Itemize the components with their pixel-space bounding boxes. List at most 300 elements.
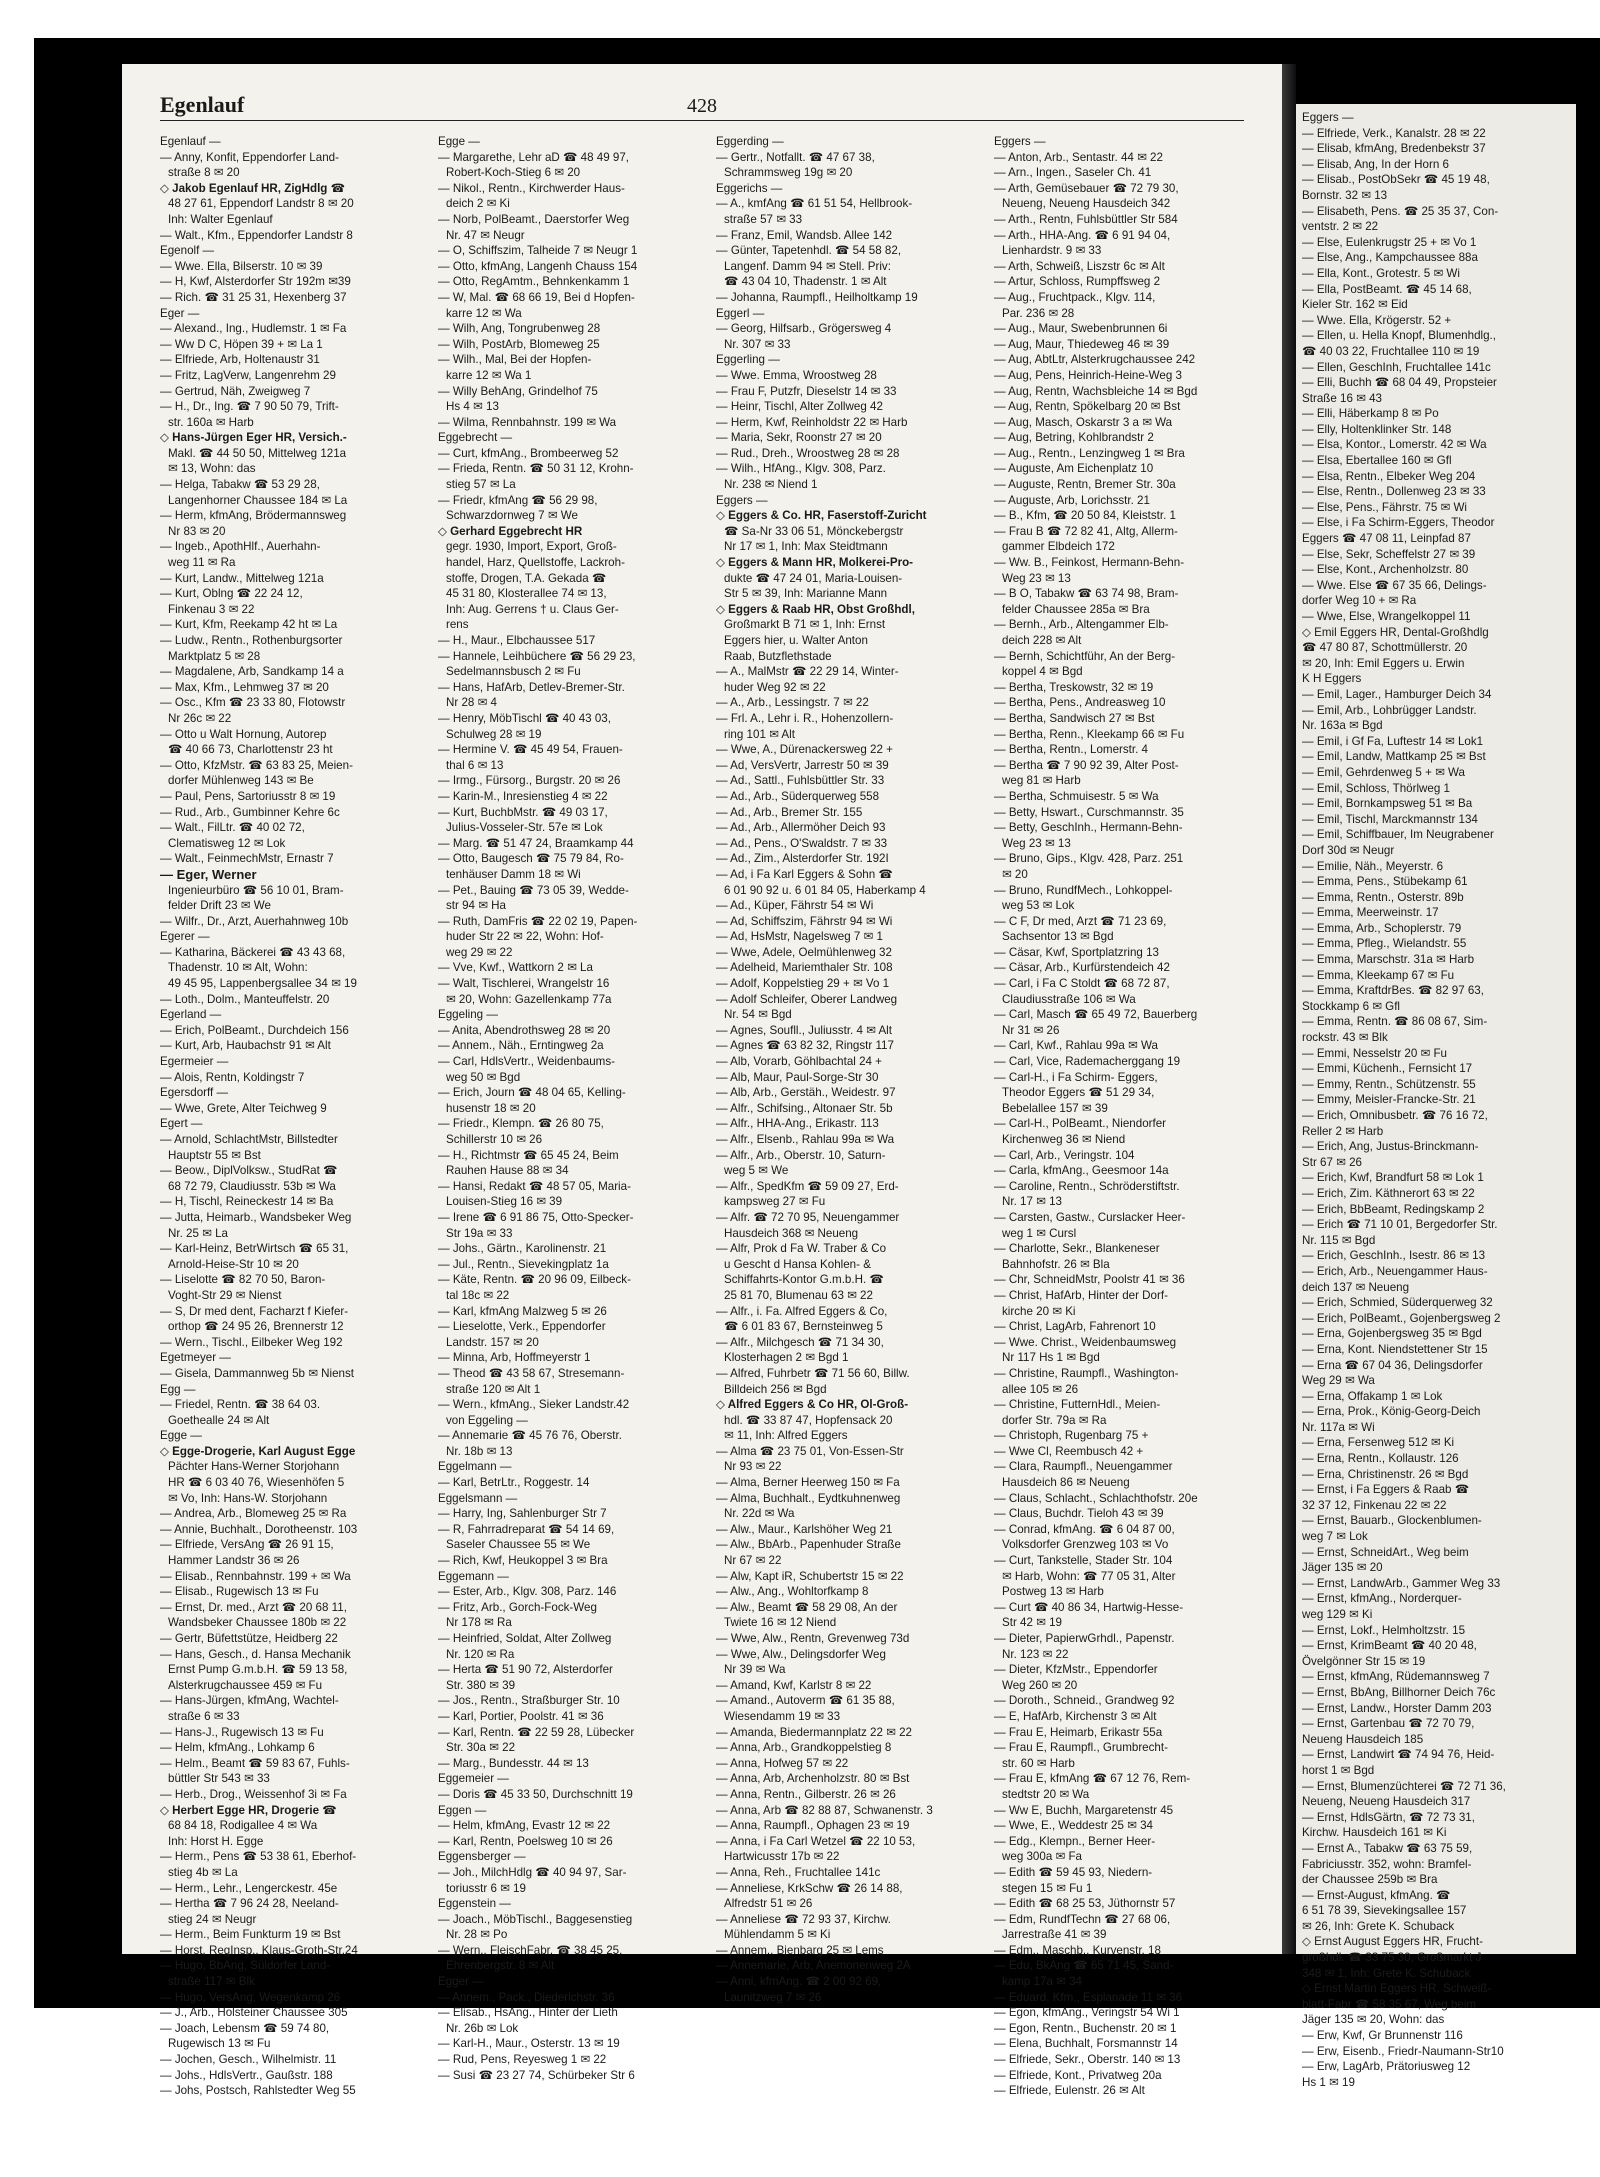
entry-continuation: Fabriciusstr. 352, wohn: Bramfel- xyxy=(1302,1857,1472,1871)
entry-continuation: HR ☎ 6 03 40 76, Wiesenhöfen 5 xyxy=(168,1476,345,1490)
surname-heading: Eggensberger — xyxy=(438,1850,526,1864)
running-header xyxy=(160,86,1244,121)
entry-continuation: straße 120 ✉ Alt 1 xyxy=(446,1382,541,1396)
directory-entry: — Alw., Maur., Karlshöher Weg 21 xyxy=(716,1522,893,1536)
directory-entry: — Dieter, KfzMstr., Eppendorfer xyxy=(994,1663,1158,1677)
entry-continuation: Kirchenweg 36 ✉ Niend xyxy=(1002,1133,1126,1146)
directory-entry: — Erich, GeschInh., Isestr. 86 ✉ 13 xyxy=(1302,1249,1486,1263)
entry-continuation: Neueng, Neueng Hausdeich 342 xyxy=(1002,197,1171,211)
entry-continuation: Str 19a ✉ 33 xyxy=(446,1226,513,1240)
entry-continuation: Julius-Vosseler-Str. 57e ✉ Lok xyxy=(446,821,603,835)
directory-entry: — Horst, RegInsp., Klaus-Groth-Str.24 xyxy=(160,1943,358,1957)
directory-entry: — Rich. ☎ 31 25 31, Hexenberg 37 xyxy=(160,290,347,304)
entry-continuation: weg 129 ✉ Ki xyxy=(1302,1608,1373,1621)
directory-entry: — Johanna, Raumpfl., Heilholtkamp 19 xyxy=(716,290,918,304)
entry-continuation: Nr. 115 ✉ Bgd xyxy=(1302,1233,1376,1247)
entry-continuation: Thadenstr. 10 ✉ Alt, Wohn: xyxy=(168,961,308,975)
entry-continuation: ☎ 6 01 83 67, Bernsteinweg 5 xyxy=(724,1320,883,1334)
entry-continuation: ✉ 20 xyxy=(1002,867,1028,881)
directory-entry: — Alb, Arb., Gerstäh., Weidestr. 97 xyxy=(716,1086,896,1100)
directory-entry: — B., Kfm, ☎ 20 50 84, Kleiststr. 1 xyxy=(994,509,1176,523)
surname-heading: Eggen — xyxy=(438,1803,487,1817)
entry-continuation: Claudiusstraße 106 ✉ Wa xyxy=(1002,992,1136,1006)
directory-entry: — Hans-Jürgen, kfmAng, Wachtel- xyxy=(160,1694,339,1708)
directory-entry: — Emma, Pens., Stübekamp 61 xyxy=(1302,875,1468,889)
directory-entry: — Wilh, Ang, Tongrubenweg 28 xyxy=(438,322,601,336)
directory-entry: — Claus, Schlacht., Schlachthofstr. 20e xyxy=(994,1491,1198,1505)
directory-entry: — Friedr., Klempn. ☎ 26 80 75, xyxy=(438,1117,604,1131)
entry-continuation: Nr. 25 ✉ La xyxy=(168,1226,228,1240)
entry-continuation: u Gescht d Hansa Kohlen- & xyxy=(724,1257,871,1271)
next-page-edge xyxy=(1296,104,1576,2089)
directory-entry: — Frau F, Putzfr, Dieselstr 14 ✉ 33 xyxy=(716,384,897,398)
entry-continuation: ring 101 ✉ Alt xyxy=(724,727,795,741)
surname-heading: Eggerding — xyxy=(716,135,784,148)
directory-entry: — Doris ☎ 45 33 50, Durchschnitt 19 xyxy=(438,1787,633,1801)
directory-entry: — Günter, Tapetenhdl. ☎ 54 58 82, xyxy=(716,244,902,258)
directory-entry: — Erich, Zim. Käthnerort 63 ✉ 22 xyxy=(1302,1186,1475,1200)
directory-entry: — Ernst, Dr. med., Arzt ☎ 20 68 11, xyxy=(160,1600,347,1614)
entry-continuation: Hs 4 ✉ 13 xyxy=(446,400,499,414)
entry-continuation: Str 42 ✉ 19 xyxy=(1002,1616,1062,1630)
directory-entry: — Amand., Autoverm ☎ 61 35 88, xyxy=(716,1694,895,1708)
directory-entry: — Andrea, Arb., Blomeweg 25 ✉ Ra xyxy=(160,1507,347,1521)
directory-entry: — Edith ☎ 59 45 93, Niedern- xyxy=(994,1865,1153,1879)
directory-entry: — Hansi, Redakt ☎ 48 57 05, Maria- xyxy=(438,1179,631,1193)
entry-continuation: Nr 17 ✉ 1, Inh: Max Steidtmann xyxy=(724,540,888,554)
directory-entry: — Anton, Arb., Sentastr. 44 ✉ 22 xyxy=(994,150,1163,164)
directory-entry: — Karl, BetrLtr., Roggestr. 14 xyxy=(438,1476,590,1490)
surname-heading: Egger — xyxy=(438,1975,484,1989)
directory-entry: — Alfr. ☎ 72 70 95, Neuengammer xyxy=(716,1210,900,1224)
entry-continuation: Bahnhofstr. 26 ✉ Bla xyxy=(1002,1257,1110,1271)
directory-entry: — Wwe, Else, Wrangelkoppel 11 xyxy=(1302,610,1471,623)
entry-continuation: weg 29 ✉ 22 xyxy=(446,945,513,959)
entry-continuation: huder Weg 92 ✉ 22 xyxy=(724,680,826,694)
directory-entry: — Arth., HHA-Ang. ☎ 6 91 94 04, xyxy=(994,228,1171,242)
entry-continuation: Sedelmannsbusch 2 ✉ Fu xyxy=(446,665,581,679)
entry-continuation: Nr. 307 ✉ 33 xyxy=(724,337,791,351)
entry-continuation: Großmarkt B 71 ✉ 1, Inh: Ernst xyxy=(724,618,886,632)
directory-entry: — Else, Rentn., Dollenweg 23 ✉ 33 xyxy=(1302,485,1486,499)
directory-entry: — Herm., Beim Funkturm 19 ✉ Bst xyxy=(160,1928,341,1942)
entry-continuation: Postweg 13 ✉ Harb xyxy=(1002,1585,1104,1599)
directory-entry: — Hugo, VersAng, Wegenkamp 26 xyxy=(160,1990,341,2004)
directory-entry: — Erich, Omnibusbetr. ☎ 76 16 72, xyxy=(1302,1109,1488,1122)
directory-entry: — Alfr., Elsenb., Rahlau 99a ✉ Wa xyxy=(716,1133,895,1146)
directory-entry: — Karl, Portier, Poolstr. 41 ✉ 36 xyxy=(438,1709,604,1723)
directory-entry: — Erna, Prok., König-Georg-Deich xyxy=(1302,1405,1481,1419)
entry-continuation: kampsweg 27 ✉ Fu xyxy=(724,1195,826,1209)
entry-continuation: Hauptstr 55 ✉ Bst xyxy=(168,1148,261,1162)
directory-entry: — Marg., Bundesstr. 44 ✉ 13 xyxy=(438,1756,589,1770)
directory-entry: — Herm., Lehr., Lengerckestr. 45e xyxy=(160,1881,338,1895)
entry-continuation: 45 31 80, Klosterallee 74 ✉ 13, xyxy=(446,587,607,601)
directory-entry: — Erich, Journ ☎ 48 04 65, Kelling- xyxy=(438,1086,626,1100)
directory-entry: — Arth, Schweiß, Liszstr 6c ✉ Alt xyxy=(994,259,1165,273)
directory-entry: — Rich, Kwf, Heukoppel 3 ✉ Bra xyxy=(438,1554,608,1568)
directory-entry: — Johs., Gärtn., Karolinenstr. 21 xyxy=(438,1242,607,1256)
directory-entry: — Amand, Kwf, Karlstr 8 ✉ 22 xyxy=(716,1678,872,1692)
directory-entry: — Alw., Ang., Wohltorfkamp 8 xyxy=(716,1585,869,1599)
directory-entry: ◇ Alfred Eggers & Co HR, Ol-Groß- xyxy=(716,1398,909,1412)
entry-continuation: orthop ☎ 24 95 26, Brennerstr 12 xyxy=(168,1320,344,1334)
directory-entry: — Paul, Pens, Sartoriusstr 8 ✉ 19 xyxy=(160,789,336,803)
directory-entry: — Anna, Arb., Grandkoppelstieg 8 xyxy=(716,1741,892,1755)
entry-continuation: weg 5 ✉ We xyxy=(724,1164,789,1178)
directory-entry: — Wwe. Else ☎ 67 35 66, Delings- xyxy=(1302,578,1487,592)
directory-entry: — Carsten, Gastw., Curslacker Heer- xyxy=(994,1210,1186,1224)
directory-entry: — Bertha, Sandwisch 27 ✉ Bst xyxy=(994,711,1155,725)
directory-entry: — Anna, Raumpfl., Ophagen 23 ✉ 19 xyxy=(716,1819,910,1833)
entry-continuation: tal 18c ✉ 22 xyxy=(446,1288,510,1302)
directory-entry: — Elena, Buchhalt, Forsmannstr 14 xyxy=(994,2037,1178,2051)
directory-entry: — Annem., Näh., Erntingweg 2a xyxy=(438,1039,604,1053)
entry-continuation: horst 1 ✉ Bgd xyxy=(1302,1763,1375,1777)
directory-entry: — Alma, Buchhalt., Eydtkuhnenweg xyxy=(716,1491,901,1505)
entry-continuation: Nr. 18b ✉ 13 xyxy=(446,1444,513,1458)
directory-page xyxy=(122,64,1282,2098)
surname-heading: Eggelsmann — xyxy=(438,1491,518,1505)
directory-entry: — Bertha, Pens., Andreasweg 10 xyxy=(994,696,1166,710)
entry-continuation: Louisen-Stieg 16 ✉ 39 xyxy=(446,1195,563,1209)
directory-entry: — Anna, Arb ☎ 82 88 87, Schwanenstr. 3 xyxy=(716,1803,933,1817)
directory-entry: — Alfr., Arb., Oberstr. 10, Saturn- xyxy=(716,1148,886,1162)
directory-entry: — Henry, MöbTischl ☎ 40 43 03, xyxy=(438,711,611,725)
directory-entry: — Helm, kfmAng., Lohkamp 6 xyxy=(160,1741,315,1755)
entry-continuation: ✉ 13, Wohn: das xyxy=(168,462,256,476)
directory-entry: ◇ Gerhard Eggebrecht HR xyxy=(438,524,583,538)
surname-heading: Eggers — xyxy=(994,135,1046,148)
directory-entry: — Wwe. Emma, Wroostweg 28 xyxy=(716,368,877,382)
entry-continuation: Nr 26c ✉ 22 xyxy=(168,711,232,725)
entry-continuation: Eggers ☎ 47 08 11, Leinpfad 87 xyxy=(1302,532,1471,546)
directory-entry: — Edm., Maschb., Kurvenstr. 18 xyxy=(994,1943,1161,1957)
directory-entry: ◇ Eggers & Mann HR, Molkerei-Pro- xyxy=(716,556,914,570)
entry-continuation: weg 11 ✉ Ra xyxy=(168,556,236,570)
directory-entry: — Johs, Postsch, Rahlstedter Weg 55 xyxy=(160,2084,356,2098)
directory-entry: — Annem., Pack., Diederichstr. 36 xyxy=(438,1990,615,2004)
entry-continuation: Jarrestraße 41 ✉ 39 xyxy=(1002,1928,1107,1942)
entry-continuation: Par. 236 ✉ 28 xyxy=(1002,306,1075,320)
directory-entry: — Alfred, Fuhrbetr ☎ 71 56 60, Billw. xyxy=(716,1366,910,1380)
entry-continuation: ✉ 20, Inh: Emil Eggers u. Erwin xyxy=(1302,656,1465,670)
directory-entry: — Ernst, Blumenzüchterei ☎ 72 71 36, xyxy=(1302,1779,1506,1793)
directory-entry: — Alma ☎ 23 75 01, Von-Essen-Str xyxy=(716,1444,904,1458)
directory-entry: — Wwe, Alw., Delingsdorfer Weg xyxy=(716,1647,886,1661)
directory-entry: — Christine, FutternHdl., Meien- xyxy=(994,1398,1161,1412)
directory-entry: — Emma, Rentn., Osterstr. 89b xyxy=(1302,890,1464,904)
directory-entry: — Alw., BbArb., Papenhuder Straße xyxy=(716,1538,901,1552)
directory-entry: — Otto, RegAmtm., Behnkenkamm 1 xyxy=(438,275,630,289)
directory-entry: — Else, Eulenkrugstr 25 + ✉ Vo 1 xyxy=(1302,235,1477,249)
directory-entry: — Karl, Rentn. ☎ 22 59 28, Lübecker xyxy=(438,1725,635,1739)
directory-entry: — Erich, BbBeamt, Redingskamp 2 xyxy=(1302,1202,1485,1216)
entry-continuation: 48 27 61, Eppendorf Landstr 8 ✉ 20 xyxy=(168,197,354,211)
directory-entry: — Helga, Tabakw ☎ 53 29 28, xyxy=(160,478,320,492)
directory-entry: — Bernh, Schichtführ, An der Berg- xyxy=(994,649,1176,663)
entry-continuation: Nr. 26b ✉ Lok xyxy=(446,2021,519,2035)
entry-continuation: Weg 29 ✉ Wa xyxy=(1302,1374,1375,1388)
entry-continuation: ✉ 26, Inh: Grete K. Schuback xyxy=(1302,1919,1455,1933)
directory-entry: — Frieda, Rentn. ☎ 50 31 12, Krohn- xyxy=(438,462,634,476)
directory-entry: — Elfriede, Verk., Kanalstr. 28 ✉ 22 xyxy=(1302,126,1486,140)
entry-continuation: Launitzweg 7 ✉ 26 xyxy=(724,1990,822,2004)
directory-entry: — Franz, Emil, Wandsb. Allee 142 xyxy=(716,228,893,242)
directory-entry: — Herb., Drog., Weissenhof 3i ✉ Fa xyxy=(160,1787,347,1801)
directory-entry: — Ad., Sattl., Fuhlsbüttler Str. 33 xyxy=(716,774,885,788)
entry-continuation: Rauhen Hause 88 ✉ 34 xyxy=(446,1164,569,1178)
directory-entry: — Elli, Häberkamp 8 ✉ Po xyxy=(1302,407,1439,421)
directory-entry: — Susi ☎ 23 27 74, Schürbeker Str 6 xyxy=(438,2068,635,2082)
directory-entry: — Bruno, Gips., Klgv. 428, Parz. 251 xyxy=(994,852,1184,866)
directory-entry: — Emma, Kleekamp 67 ✉ Fu xyxy=(1302,968,1455,982)
directory-entry: — Arnold, SchlachtMstr, Billstedter xyxy=(160,1133,338,1146)
directory-entry: — Gertrud, Näh, Zweigweg 7 xyxy=(160,384,311,398)
entry-continuation: Pächter Hans-Werner Storjohann xyxy=(168,1460,340,1474)
directory-entry: — Rud., Dreh., Wroostweg 28 ✉ 28 xyxy=(716,446,900,460)
page-number: 428 xyxy=(687,95,717,117)
directory-entry: — Aug, Rentn, Spökelbarg 20 ✉ Bst xyxy=(994,400,1181,414)
surname-heading: Eggebrecht — xyxy=(438,431,513,445)
directory-entry: — Elfriede, Sekr., Oberstr. 140 ✉ 13 xyxy=(994,2053,1181,2067)
entry-continuation: Langenf. Damm 94 ✉ Stell. Priv: xyxy=(724,259,891,273)
entry-continuation: str. 60 ✉ Harb xyxy=(1002,1756,1075,1770)
entry-continuation: Wandsbeker Chaussee 180b ✉ 22 xyxy=(168,1616,347,1630)
directory-entry: — Else, Ang., Kampchaussee 88a xyxy=(1302,251,1478,265)
entry-continuation: ☎ 47 80 87, Schottmüllerstr. 20 xyxy=(1302,641,1468,655)
entry-continuation: weg 81 ✉ Harb xyxy=(1002,774,1081,788)
directory-entry: — Kurt, Arb, Haubachstr 91 ✉ Alt xyxy=(160,1039,331,1053)
entry-continuation: Weg 23 ✉ 13 xyxy=(1002,571,1071,585)
entry-continuation: kamp 17a ✉ 34 xyxy=(1002,1975,1082,1989)
directory-entry: ◇ Emil Eggers HR, Dental-Großhdlg xyxy=(1302,625,1489,639)
directory-entry: — Alma, Berner Heerweg 150 ✉ Fa xyxy=(716,1476,900,1490)
directory-entry: — Erich, PolBeamt., Gojenbergsweg 2 xyxy=(1302,1311,1501,1325)
directory-entry: — Ella, Kont., Grotestr. 5 ✉ Wi xyxy=(1302,266,1460,280)
entry-continuation: deich 228 ✉ Alt xyxy=(1002,634,1082,647)
directory-entry: — Betty, GeschInh., Hermann-Behn- xyxy=(994,821,1183,835)
entry-continuation: ✉ 20, Wohn: Gazellenkamp 77a xyxy=(446,992,612,1006)
entry-continuation: Str. 30a ✉ 22 xyxy=(446,1741,516,1755)
directory-entry: — Hertha ☎ 7 96 24 28, Neeland- xyxy=(160,1897,339,1911)
directory-entry: — Anita, Abendrothsweg 28 ✉ 20 xyxy=(438,1023,611,1037)
directory-entry: — Walt., Kfm., Eppendorfer Landstr 8 xyxy=(160,228,353,242)
entry-continuation: Bebelallee 157 ✉ 39 xyxy=(1002,1101,1108,1115)
directory-entry: — Heinr, Tischl, Alter Zollweg 42 xyxy=(716,400,883,414)
entry-continuation: Nr 28 ✉ 4 xyxy=(446,696,497,710)
directory-entry: — A., kmfAng ☎ 61 51 54, Hellbrook- xyxy=(716,197,913,211)
entry-continuation: Schiffahrts-Kontor G.m.b.H. ☎ xyxy=(724,1273,884,1287)
directory-entry: — Curt, Tankstelle, Stader Str. 104 xyxy=(994,1554,1173,1568)
directory-entry: — Hans, HafArb, Detlev-Bremer-Str. xyxy=(438,680,625,694)
directory-entry: — Ernst, i Fa Eggers & Raab ☎ xyxy=(1302,1483,1470,1497)
directory-entry: — Alfr., SpedKfm ☎ 59 09 27, Erd- xyxy=(716,1179,899,1193)
directory-entry: — S, Dr med dent, Facharzt f Kiefer- xyxy=(160,1304,349,1318)
directory-entry: ◇ Ernst Martin Eggers HR, Schweiß- xyxy=(1302,1982,1492,1996)
directory-entry: — Minna, Arb, Hoffmeyerstr 1 xyxy=(438,1351,591,1365)
directory-entry: — Loth., Dolm., Manteuffelstr. 20 xyxy=(160,992,330,1006)
directory-entry: — Osc., Kfm ☎ 23 33 80, Flotowstr xyxy=(160,696,346,710)
directory-entry: — Emma, Meerweinstr. 17 xyxy=(1302,906,1439,920)
surname-heading: Eggerl — xyxy=(716,306,765,320)
directory-entry: — Conrad, kfmAng. ☎ 6 04 87 00, xyxy=(994,1522,1175,1536)
directory-entry: — Johs., HdlsVertr., Gaußstr. 188 xyxy=(160,2068,333,2082)
entry-continuation: Theodor Eggers ☎ 51 29 34, xyxy=(1002,1086,1155,1100)
entry-continuation: straße 57 ✉ 33 xyxy=(724,212,803,226)
directory-entry: — Ernst, KrimBeamt ☎ 40 20 48, xyxy=(1302,1639,1477,1653)
directory-entry: — Elisab., PostObSekr ☎ 45 19 48, xyxy=(1302,173,1490,187)
directory-entry: — Erna ☎ 67 04 36, Delingsdorfer xyxy=(1302,1358,1483,1372)
directory-entry: — Ernst A., Tabakw ☎ 63 75 59, xyxy=(1302,1841,1473,1855)
entry-continuation: Str. 380 ✉ 39 xyxy=(446,1678,516,1692)
directory-entry: — Carl, Vice, Rademacherggang 19 xyxy=(994,1055,1181,1069)
directory-entry: ◇ Ernst August Eggers HR, Frucht- xyxy=(1302,1935,1483,1949)
directory-entry: — Emma, KraftdrBes. ☎ 82 97 63, xyxy=(1302,984,1484,998)
directory-entry: — Carl-H., PolBeamt., Niendorfer xyxy=(994,1117,1167,1131)
directory-entry: — Ad., Pens., O'Swaldstr. 7 ✉ 33 xyxy=(716,836,888,850)
directory-entry: — Charlotte, Sekr., Blankeneser xyxy=(994,1242,1160,1256)
entry-continuation: weg 53 ✉ Lok xyxy=(1002,899,1075,913)
directory-entry: — Willy BehAng, Grindelhof 75 xyxy=(438,384,598,398)
directory-entry: — Elfriede, Arb, Holtenaustr 31 xyxy=(160,353,320,367)
directory-entry: — Friedel, Rentn. ☎ 38 64 03. xyxy=(160,1398,321,1412)
directory-entry: — Wilma, Rennbahnstr. 199 ✉ Wa xyxy=(438,415,617,429)
directory-entry: — Emmi, Nesselstr 20 ✉ Fu xyxy=(1302,1046,1448,1060)
directory-entry: — Anni, kfmAng. ☎ 2 00 92 69, xyxy=(716,1975,882,1989)
directory-entry: — Gertr, Büfettstütze, Heidberg 22 xyxy=(160,1632,338,1645)
directory-entry: — Irene ☎ 6 91 86 75, Otto-Specker- xyxy=(438,1210,634,1224)
directory-entry: ◇ Egge-Drogerie, Karl August Egge xyxy=(160,1444,356,1458)
directory-entry: — E, HafArb, Kirchenstr 3 ✉ Alt xyxy=(994,1709,1157,1723)
entry-continuation: 6 01 90 92 u. 6 01 84 05, Haberkamp 4 xyxy=(724,883,926,897)
directory-entry: — Emil, Schloss, Thörlweg 1 xyxy=(1302,781,1450,795)
directory-entry: — Emil, Landw, Mattkamp 25 ✉ Bst xyxy=(1302,750,1486,764)
entry-continuation: Volksdorfer Grenzweg 103 ✉ Vo xyxy=(1002,1538,1169,1552)
entry-continuation: Neueng, Neueng Hausdeich 317 xyxy=(1302,1795,1471,1809)
surname-heading: Egersdorff — xyxy=(160,1086,229,1100)
surname-heading: Egg — xyxy=(160,1382,196,1396)
entry-continuation: Ehrenbergstr. 8 ✉ Alt xyxy=(446,1959,555,1973)
directory-entry: — Frau B ☎ 72 82 41, Altg, Allerm- xyxy=(994,524,1178,538)
directory-entry: — Frau E, Raumpfl., Grumbrecht- xyxy=(994,1741,1168,1755)
entry-continuation: Nr 83 ✉ 20 xyxy=(168,524,226,538)
directory-entry: — Ludw., Rentn., Rothenburgsorter xyxy=(160,634,343,647)
directory-entry: — Auguste, Arb, Lorichsstr. 21 xyxy=(994,493,1150,507)
directory-entry: — Else, Pens., Fährstr. 75 ✉ Wi xyxy=(1302,500,1467,514)
entry-continuation: Goethealle 24 ✉ Alt xyxy=(168,1413,270,1427)
directory-entry: — Ernst, Gartenbau ☎ 72 70 79, xyxy=(1302,1717,1475,1731)
entry-continuation: Nr. 47 ✉ Neugr xyxy=(446,228,525,242)
entry-continuation: felder Drift 23 ✉ We xyxy=(168,899,271,913)
directory-entry: — Anna, Arb, Archenholzstr. 80 ✉ Bst xyxy=(716,1772,910,1786)
directory-entry: — Annie, Buchhalt., Dorotheenstr. 103 xyxy=(160,1522,358,1536)
entry-continuation: stieg 57 ✉ La xyxy=(446,478,516,492)
entry-continuation: straße 8 ✉ 20 xyxy=(168,166,240,180)
directory-entry: — Elfriede, Eulenstr. 26 ✉ Alt xyxy=(994,2084,1145,2098)
entry-continuation: ✉ 11, Inh: Alfred Eggers xyxy=(724,1429,848,1443)
directory-entry: — Agnes, Soufll., Juliusstr. 4 ✉ Alt xyxy=(716,1023,892,1037)
directory-entry: — Helm., Beamt ☎ 59 83 67, Fuhls- xyxy=(160,1756,350,1770)
entry-continuation: Arnold-Heise-Str 10 ✉ 20 xyxy=(168,1257,299,1271)
directory-entry: — H, Kwf, Alsterdorfer Str 192m ✉39 xyxy=(160,275,351,289)
directory-entry: — Gertr., Notfallt. ☎ 47 67 38, xyxy=(716,150,875,164)
directory-entry: — Erich ☎ 71 10 01, Bergedorfer Str. xyxy=(1302,1218,1498,1232)
directory-entry: — Vve, Kwf., Wattkorn 2 ✉ La xyxy=(438,961,593,975)
directory-entry: ◇ Jakob Egenlauf HR, ZigHdlg ☎ xyxy=(160,181,346,195)
directory-entry: — Jos., Rentn., Straßburger Str. 10 xyxy=(438,1694,620,1708)
entry-continuation: Inh: Horst H. Egge xyxy=(168,1834,264,1848)
directory-entry: — Erna, Gojenbergsweg 35 ✉ Bgd xyxy=(1302,1327,1482,1341)
entry-continuation: Sachsentor 13 ✉ Bgd xyxy=(1002,930,1114,944)
entry-continuation: Rugewisch 13 ✉ Fu xyxy=(168,2037,271,2051)
directory-entry: — Adolf, Koppelstieg 29 + ✉ Vo 1 xyxy=(716,977,890,991)
entry-continuation: Kieler Str. 162 ✉ Eid xyxy=(1302,298,1408,312)
surname-heading: Eggemann — xyxy=(438,1569,509,1583)
directory-entry: — Elisabeth, Pens. ☎ 25 35 37, Con- xyxy=(1302,204,1499,218)
entry-continuation: ☎ 40 03 22, Fruchtallee 110 ✉ 19 xyxy=(1302,344,1480,358)
directory-entry: — Hugo, BbAng, Süldorfer Land- xyxy=(160,1959,331,1973)
directory-entry: — Elfriede, Kont., Privatweg 20a xyxy=(994,2068,1162,2082)
directory-entry: — Alfr, Prok d Fa W. Traber & Co xyxy=(716,1242,887,1256)
directory-entry: — Elfriede, VersAng ☎ 26 91 15, xyxy=(160,1538,334,1552)
directory-entry: — Ad, VersVertr, Jarrestr 50 ✉ 39 xyxy=(716,758,889,772)
directory-entry: — Bertha, Treskowstr, 32 ✉ 19 xyxy=(994,680,1154,694)
entry-continuation: Neueng Hausdeich 185 xyxy=(1302,1732,1424,1746)
entry-continuation: büttler Str 543 ✉ 33 xyxy=(168,1772,270,1786)
directory-entry: — Anneliese, KrkSchw ☎ 26 14 88, xyxy=(716,1881,903,1895)
entry-continuation: stedtstr 20 ✉ Wa xyxy=(1002,1787,1090,1801)
entry-continuation: ☎ Sa-Nr 33 06 51, Mönckebergstr xyxy=(724,524,904,538)
directory-entry: — Anna, Reh., Fruchtallee 141c xyxy=(716,1865,881,1879)
directory-entry: — Elisab, Ang, In der Horn 6 xyxy=(1302,157,1449,171)
directory-entry: — Karl-H., Maur., Osterstr. 13 ✉ 19 xyxy=(438,2037,620,2051)
entry-continuation: stegen 15 ✉ Fu 1 xyxy=(1002,1881,1093,1895)
directory-entry: — Wwe, Alw., Rentn, Grevenweg 73d xyxy=(716,1632,910,1645)
directory-entry: — Erna, Christinenstr. 26 ✉ Bgd xyxy=(1302,1467,1469,1481)
directory-entry: — Alb, Maur, Paul-Sorge-Str 30 xyxy=(716,1070,879,1084)
directory-entry: — B O, Tabakw ☎ 63 74 98, Bram- xyxy=(994,587,1179,601)
directory-entry: — Herm, Kwf, Reinholdstr 22 ✉ Harb xyxy=(716,415,908,429)
directory-entry: — Maria, Sekr, Roonstr 27 ✉ 20 xyxy=(716,431,882,445)
directory-entry: — Aug., Rentn., Lenzingweg 1 ✉ Bra xyxy=(994,446,1185,460)
directory-entry: — Else, Sekr, Scheffelstr 27 ✉ 39 xyxy=(1302,547,1476,561)
directory-entry: — Ad., Zim., Alsterdorfer Str. 192I xyxy=(716,852,889,866)
entry-continuation: deich 2 ✉ Ki xyxy=(446,197,510,211)
directory-entry: — Marg. ☎ 51 47 24, Braamkamp 44 xyxy=(438,836,634,850)
directory-entry: — Carl, HdlsVertr., Weidenbaums- xyxy=(438,1055,615,1069)
directory-entry: — Rud., Arb., Gumbinner Kehre 6c xyxy=(160,805,340,819)
surname-heading: Egge — xyxy=(438,135,480,148)
directory-entry: — Ernst, BbAng, Billhorner Deich 76c xyxy=(1302,1685,1496,1699)
entry-continuation: stieg 4b ✉ La xyxy=(168,1865,238,1879)
directory-entry: — Carl, Kwf., Rahlau 99a ✉ Wa xyxy=(994,1039,1158,1053)
directory-entry: — Doroth., Schneid., Grandweg 92 xyxy=(994,1694,1175,1708)
directory-entry: — Liselotte ☎ 82 70 50, Baron- xyxy=(160,1273,326,1287)
directory-entry: — Emma, Pfleg., Wielandstr. 55 xyxy=(1302,937,1467,951)
directory-entry: — Erich, Schmied, Süderquerweg 32 xyxy=(1302,1296,1493,1310)
directory-entry: — Margarethe, Lehr aD ☎ 48 49 97, xyxy=(438,150,630,164)
next-page-column xyxy=(1302,110,1576,2090)
entry-continuation: stoffe, Drogen, T.A. Gekada ☎ xyxy=(446,571,607,585)
directory-columns xyxy=(160,134,1258,2099)
entry-continuation: dorfer Mühlenweg 143 ✉ Be xyxy=(168,774,314,788)
directory-entry: — Wwe. Christ., Weidenbaumsweg xyxy=(994,1335,1177,1349)
entry-continuation: 6 51 78 39, Sievekingsallee 157 xyxy=(1302,1904,1467,1918)
entry-continuation: gegr. 1930, Import, Export, Groß- xyxy=(446,540,617,554)
surname-heading: Eggerichs — xyxy=(716,181,783,195)
directory-entry: — Adelheid, Mariemthaler Str. 108 xyxy=(716,961,893,975)
